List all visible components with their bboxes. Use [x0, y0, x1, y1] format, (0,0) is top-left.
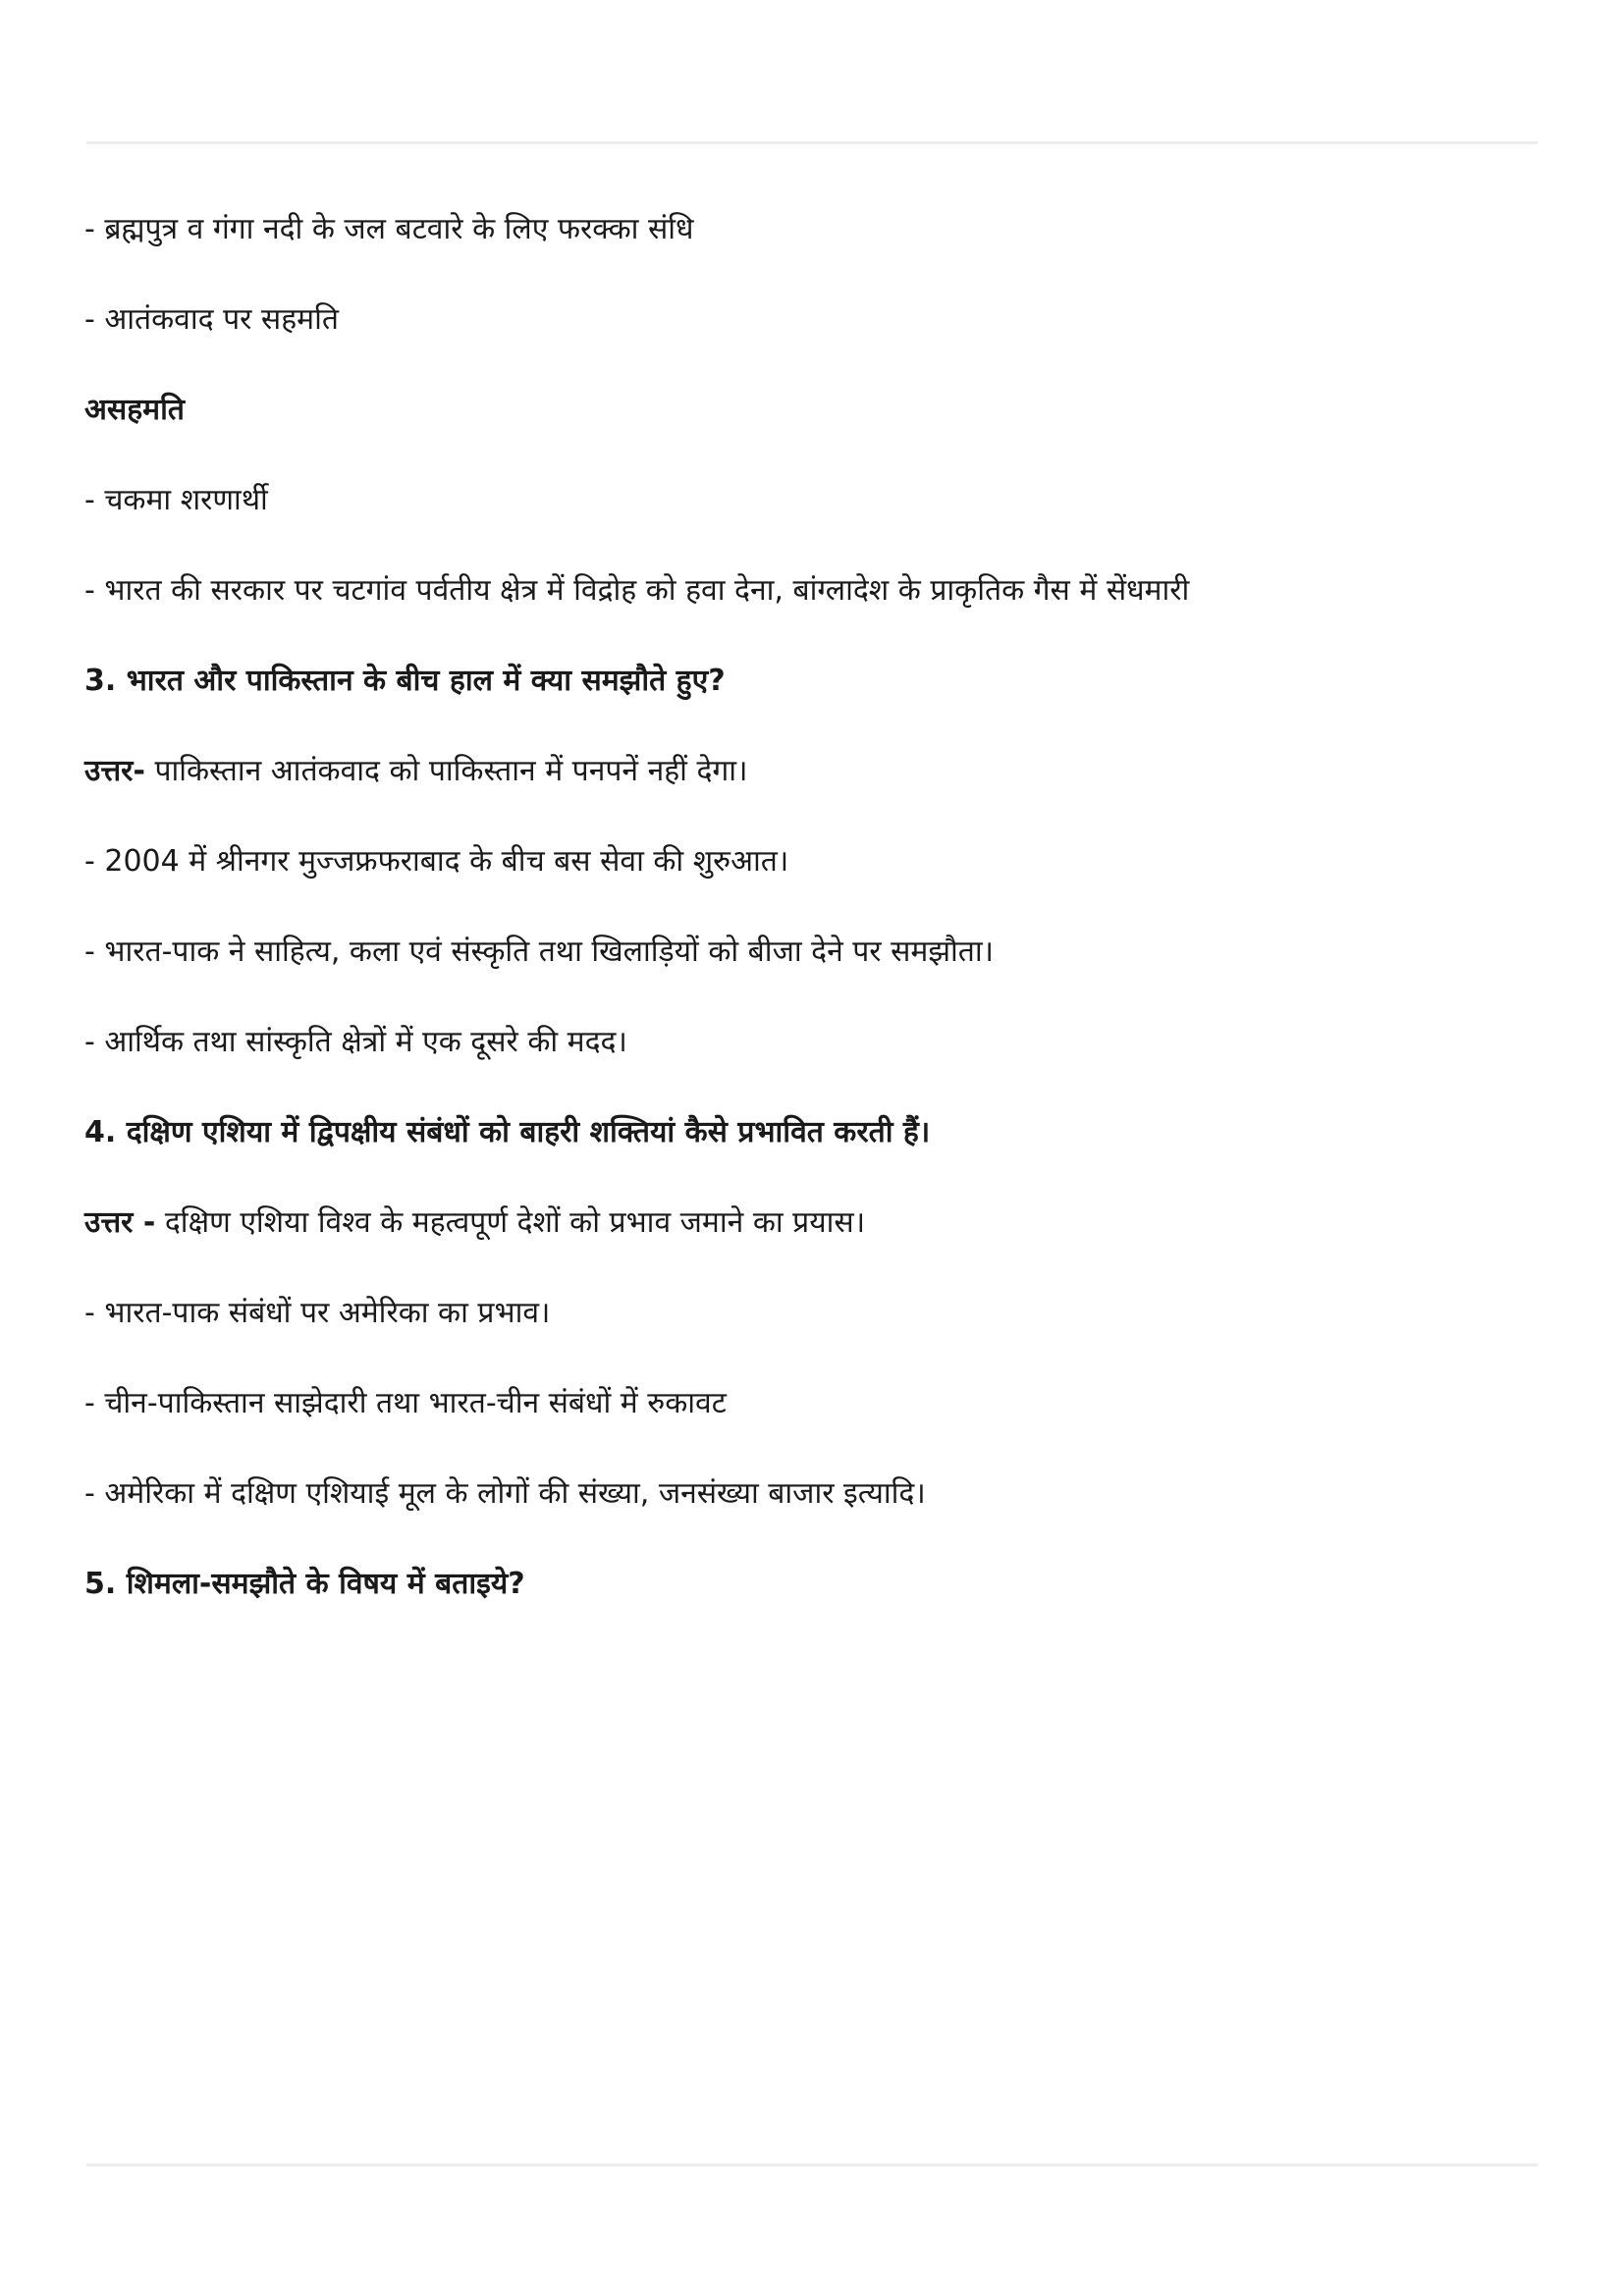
- list-item: - भारत-पाक ने साहित्य, कला एवं संस्कृति तथा खिलाड़ियों को बीजा देने पर समझौता।: [84, 934, 995, 969]
- answer-label: उत्तर -: [84, 1205, 156, 1240]
- top-divider: [86, 141, 1538, 144]
- answer-text: दक्षिण एशिया विश्व के महत्वपूर्ण देशों को प्रभाव जमाने का प्रयास।: [155, 1205, 866, 1240]
- list-item: - 2004 में श्रीनगर मुज्जफ्रफराबाद के बीच बस सेवा की शुरुआत।: [84, 844, 789, 879]
- answer-4: [84, 1201, 1538, 1292]
- section-heading: असहमति: [84, 393, 185, 427]
- question-3: 3. भारत और पाकिस्तान के बीच हाल में क्या समझौते हुए?: [84, 664, 726, 698]
- question-4: 4. दक्षिण एशिया में द्विपक्षीय संबंधों को बाहरी शक्तियां कैसे प्रभावित करती हैं।: [84, 1115, 931, 1149]
- list-item: - अमेरिका में दक्षिण एशियाई मूल के लोगों की संख्या, जनसंख्या बाजार इत्यादि।: [84, 1476, 926, 1511]
- list-item: - ब्रह्मपुत्र व गंगा नदी के जल बटवारे के लिए फरक्का संधि: [84, 212, 694, 246]
- list-item: - चकमा शरणार्थी: [84, 483, 268, 517]
- answer-label: उत्तर-: [84, 754, 145, 788]
- document-body: [84, 208, 1538, 1653]
- list-item: - भारत-पाक संबंधों पर अमेरिका का प्रभाव।: [84, 1296, 551, 1330]
- bottom-divider: [86, 2163, 1538, 2166]
- list-item: - भारत की सरकार पर चटगांव पर्वतीय क्षेत्र में विद्रोह को हवा देना, बांग्लादेश के प्राकृतिक गैस में सेंधमारी: [84, 573, 1190, 608]
- list-item: - चीन-पाकिस्तान साझेदारी तथा भारत-चीन संबंधों में रुकावट: [84, 1386, 727, 1420]
- answer-3: [84, 750, 1538, 840]
- list-item: - आर्थिक तथा सांस्कृति क्षेत्रों में एक दूसरे की मदद।: [84, 1025, 627, 1059]
- answer-text: पाकिस्तान आतंकवाद को पाकिस्तान में पनपनें नहीं देगा।: [144, 754, 748, 788]
- question-5: 5. शिमला-समझौते के विषय में बताइये?: [84, 1567, 525, 1601]
- list-item: - आतंकवाद पर सहमति: [84, 302, 339, 337]
